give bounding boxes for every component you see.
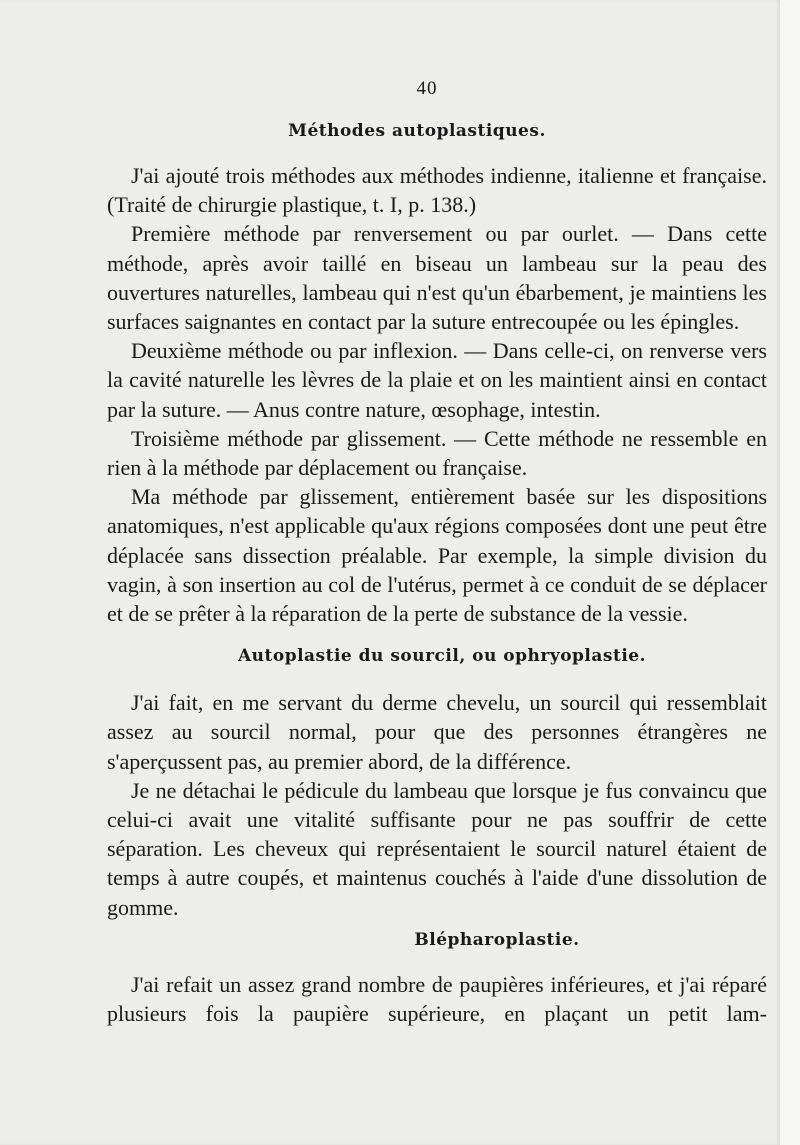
section-heading-methodes-autoplastiques: Méthodes autoplastiques. — [288, 121, 546, 141]
paragraph: Troisième méthode par glissement. — Cette méthode ne ressemble en rien à la méthode par déplacement ou française. — [107, 425, 767, 481]
section-heading-ophryoplastie: Autoplastie du sourcil, ou ophryoplastie. — [237, 646, 647, 667]
paragraph: J'ai fait, en me servant du derme chevelu, un sourcil qui ressemblait assez au sourcil normal, pour que des personnes étrangères ne s'aperçussent pas, au premier abord, de la différence. — [107, 690, 767, 774]
paragraph: Deuxième méthode ou par inflexion. — Dans celle-ci, on renverse vers la cavité naturelle les lèvres de la plaie et on les maintient ainsi en contact par la suture. — Anus contre nature, œsophage, intestin. — [107, 338, 767, 422]
paragraph: J'ai refait un assez grand nombre de paupières inférieures, et j'ai réparé plusieurs fois la paupière supérieure, en plaçant un petit lam- — [107, 971, 767, 1027]
paragraph: Ma méthode par glissement, entièrement basée sur les dispositions anatomiques, n'est applicable qu'aux régions composées dont une peut être déplacée sans dissection préalable. Par exemple, la simple division du vagin, à son insertion au col de l'utérus, permet à ce conduit de se déplacer et de se prêter à la réparation de la perte de substance de la vessie. — [107, 484, 767, 627]
page-content — [107, 78, 767, 1028]
paragraph: Je ne détachai le pédicule du lambeau que lorsque je fus convaincu que celui-ci avait une vitalité suffisante pour ne pas souffrir de cette séparation. Les cheveux qui représentaient le sourcil naturel étaient de temps à autre coupés, et maintenus couchés à l'aide d'une dissolution de gomme. — [107, 777, 767, 920]
paragraph: Première méthode par renversement ou par ourlet. — Dans cette méthode, après avoir taillé en biseau un lambeau sur la peau des ouvertures naturelles, lambeau qui n'est qu'un ébarbement, je maintiens les surfaces saignantes en contact par la suture entrecoupée ou les épingles. — [107, 221, 767, 335]
page-number: 40 — [416, 78, 438, 99]
paragraph: J'ai ajouté trois méthodes aux méthodes indienne, italienne et française. (Traité de chirurgie plastique, t. I, p. 138.) — [107, 163, 767, 218]
section-heading-blepharoplastie: Blépharoplastie. — [414, 929, 580, 950]
